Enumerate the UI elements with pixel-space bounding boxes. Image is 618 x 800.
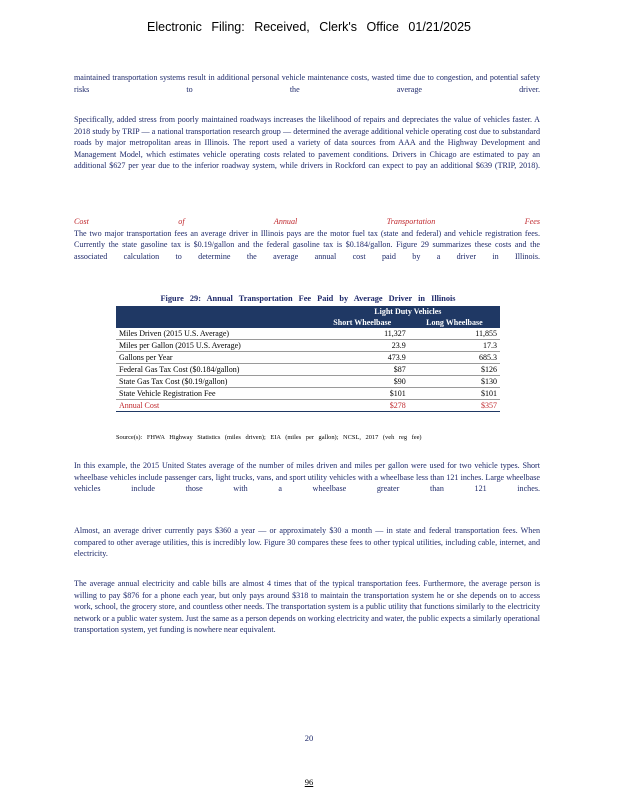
table-row [116, 388, 500, 400]
row-short-value: $278 [316, 400, 409, 412]
table-header-short-wheelbase: Short Wheelbase [316, 317, 409, 328]
row-long-value: $357 [409, 400, 500, 412]
paragraph-maintenance-costs: maintained transportation systems result in additional personal vehicle maintenance costs, wasted time due to congestion, and potential safety risks to the average driver. [74, 73, 540, 94]
row-short-value: $90 [316, 376, 409, 388]
row-label: State Vehicle Registration Fee [116, 388, 316, 400]
figure-source: Source(s): FHWA Highway Statistics (miles driven); EIA (miles per gallon); NCSL, 2017 (veh reg fee) [116, 434, 422, 441]
row-label: Miles Driven (2015 U.S. Average) [116, 328, 316, 340]
table-row [116, 340, 500, 352]
table-header-long-wheelbase: Long Wheelbase [409, 317, 500, 328]
paragraph-example-vehicles: In this example, the 2015 United States average of the number of miles driven and miles per gallon were used for two vehicle types. Short wheelbase vehicles include passenger cars, light trucks, vans, and sport utility vehicles with a wheelbase less than 121 inches. Large wheelbase vehicles include those with a wheelbase greater than 121 inches. [74, 461, 540, 494]
table-row-total [116, 400, 500, 412]
section-transportation-fees [74, 216, 540, 262]
figure-caption: Figure 29: Annual Transportation Fee Paid by Average Driver in Illinois [160, 294, 456, 303]
section-title: Cost of Annual Transportation Fees [74, 217, 540, 226]
paragraph-trip-study: Specifically, added stress from poorly maintained roadways increases the likelihood of repairs and depreciates the value of vehicles faster. A 2018 study by TRIP — a national transportation research group — determined the average additional vehicle operating cost due to substandard roads by major metropolitan areas in Illinois. The report used a variety of data sources from AAA and the Highway Development and Management Model, which estimates vehicle operating costs related to pavement conditions. Drivers in Chicago are estimated to pay an additional $627 per year due to the inferior roadway system, while drivers in Rockford can expect to pay an additional $639 (TRIP, 2018). [74, 115, 540, 171]
table-header-group [116, 306, 500, 317]
row-label: Gallons per Year [116, 352, 316, 364]
row-label: Miles per Gallon (2015 U.S. Average) [116, 340, 316, 352]
filing-header: Electronic Filing: Received, Clerk's Office 01/21/2025 [147, 20, 471, 34]
row-label: Annual Cost [116, 400, 316, 412]
page-number: 20 [304, 733, 314, 743]
table-row [116, 376, 500, 388]
table-header-blank-2 [116, 317, 316, 328]
row-long-value: $126 [409, 364, 500, 376]
table-row [116, 364, 500, 376]
row-short-value: 473.9 [316, 352, 409, 364]
row-short-value: $87 [316, 364, 409, 376]
row-short-value: $101 [316, 388, 409, 400]
row-long-value: 11,855 [409, 328, 500, 340]
row-long-value: 685.3 [409, 352, 500, 364]
annual-fee-table [116, 306, 500, 412]
paragraph-utilities-comparison: The average annual electricity and cable bills are almost 4 times that of the typical transportation fees. Furthermore, the average person is willing to pay $876 for a phone each year, but only pays around $318 to maintain the transportation system he or she depends on to access work, school, the grocery store, and countless other needs. The transportation system is a public utility that functions similarly to the electricity network or a public water system. Just the same as a person depends on working electricity and water, the public expects a similarly operational transportation system, yet funding is nowhere near equivalent. [74, 579, 540, 635]
table-header-light-duty: Light Duty Vehicles [316, 306, 500, 317]
table-header-blank [116, 306, 316, 317]
paragraph-major-fees: The two major transportation fees an average driver in Illinois pays are the motor fuel tax (state and federal) and vehicle registration fees. Currently the state gasoline tax is $0.19/gallon and the federal gasoline tax is $0.184/gallon. Figure 29 summarizes these costs and the associated calculation to determine the average annual cost paid by a driver in Illinois. [74, 228, 540, 261]
row-short-value: 11,327 [316, 328, 409, 340]
row-short-value: 23.9 [316, 340, 409, 352]
document-page-number: 96 [304, 777, 314, 787]
row-label: Federal Gas Tax Cost ($0.184/gallon) [116, 364, 316, 376]
row-label: State Gas Tax Cost ($0.19/gallon) [116, 376, 316, 388]
table-header-columns [116, 317, 500, 328]
paragraph-average-driver: Almost, an average driver currently pays $360 a year — or approximately $30 a month — in state and federal transportation fees. When compared to other average utilities, this is incredibly low. Figure 30 compares these fees to other typical utilities, including cable, internet, and electricity. [74, 526, 540, 559]
table-row [116, 328, 500, 340]
row-long-value: 17.3 [409, 340, 500, 352]
row-long-value: $101 [409, 388, 500, 400]
row-long-value: $130 [409, 376, 500, 388]
table-row [116, 352, 500, 364]
